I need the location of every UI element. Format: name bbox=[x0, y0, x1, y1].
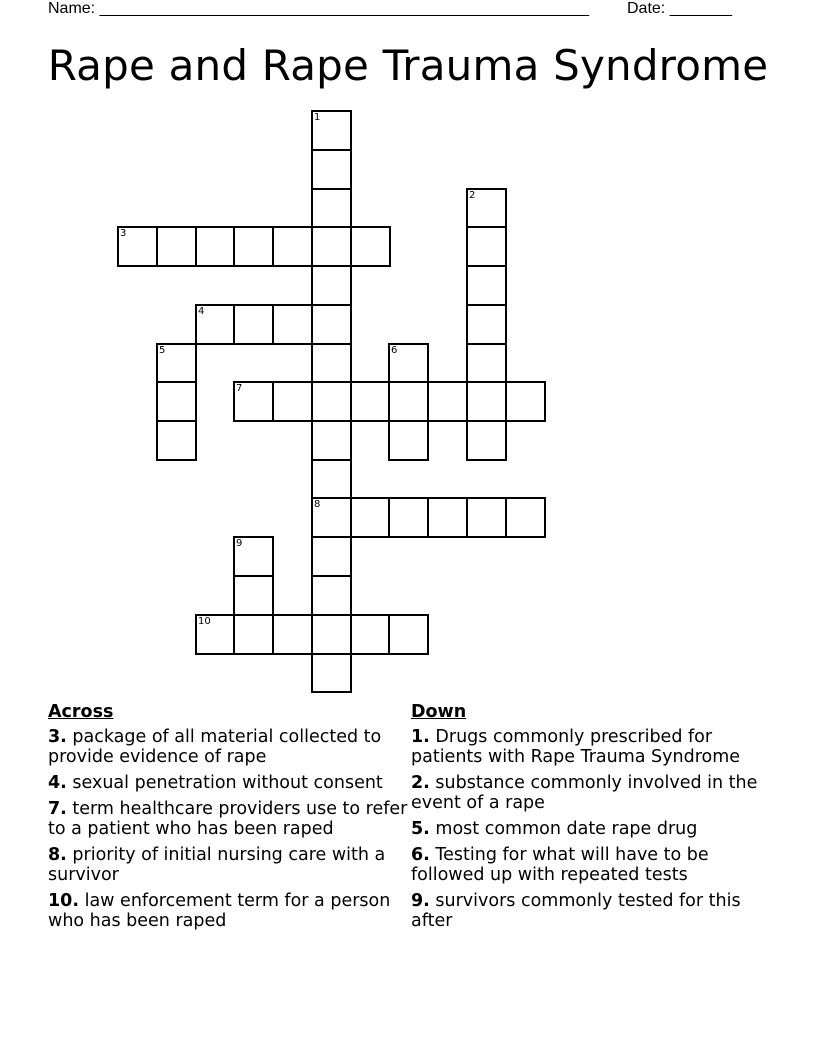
clue-text: priority of initial nursing care with a survivor bbox=[48, 845, 386, 885]
across-heading: Across bbox=[48, 702, 114, 722]
grid-cell[interactable] bbox=[117, 226, 158, 267]
clue-item bbox=[411, 819, 771, 839]
clue-text: law enforcement term for a person who has been raped bbox=[48, 891, 391, 931]
clue-item bbox=[411, 773, 771, 813]
grid-cell[interactable] bbox=[466, 381, 507, 422]
clue-item bbox=[48, 845, 408, 885]
grid-cell[interactable] bbox=[311, 575, 352, 616]
clue-num: 6. bbox=[411, 845, 430, 865]
grid-cell[interactable] bbox=[388, 381, 429, 422]
grid-cell[interactable] bbox=[156, 420, 197, 461]
clue-number: 8 bbox=[314, 499, 321, 510]
clue-item bbox=[48, 773, 408, 793]
clue-num: 9. bbox=[411, 891, 430, 911]
clue-number: 9 bbox=[236, 538, 243, 549]
clue-number: 7 bbox=[236, 383, 243, 394]
grid-cell[interactable] bbox=[466, 304, 507, 345]
grid-cell[interactable] bbox=[466, 188, 507, 229]
clue-number: 4 bbox=[198, 306, 205, 317]
clue-num: 3. bbox=[48, 727, 67, 747]
grid-cell[interactable] bbox=[272, 226, 313, 267]
grid-cell[interactable] bbox=[233, 575, 274, 616]
grid-cell[interactable] bbox=[311, 497, 352, 538]
grid-cell[interactable] bbox=[388, 420, 429, 461]
grid-cell[interactable] bbox=[350, 614, 391, 655]
grid-cell[interactable] bbox=[427, 497, 468, 538]
clue-number: 2 bbox=[469, 190, 476, 201]
clue-number: 5 bbox=[159, 345, 166, 356]
name-field-label: Name: _______________________________________________________ bbox=[48, 0, 589, 17]
grid-cell[interactable] bbox=[466, 497, 507, 538]
grid-cell[interactable] bbox=[195, 614, 236, 655]
grid-cell[interactable] bbox=[388, 614, 429, 655]
clue-item bbox=[48, 799, 408, 839]
grid-cell[interactable] bbox=[311, 265, 352, 306]
grid-cell[interactable] bbox=[311, 304, 352, 345]
grid-cell[interactable] bbox=[195, 304, 236, 345]
grid-cell[interactable] bbox=[311, 226, 352, 267]
clue-number: 1 bbox=[314, 112, 321, 123]
grid-cell[interactable] bbox=[233, 226, 274, 267]
grid-cell[interactable] bbox=[350, 497, 391, 538]
grid-cell[interactable] bbox=[505, 497, 546, 538]
grid-cell[interactable] bbox=[233, 536, 274, 577]
grid-cell[interactable] bbox=[233, 381, 274, 422]
grid-cell[interactable] bbox=[466, 420, 507, 461]
grid-cell[interactable] bbox=[311, 614, 352, 655]
clue-item bbox=[411, 891, 771, 931]
page-title: Rape and Rape Trauma Syndrome bbox=[47, 41, 769, 90]
clue-number: 3 bbox=[120, 228, 127, 239]
grid-cell[interactable] bbox=[156, 343, 197, 384]
grid-cell[interactable] bbox=[388, 497, 429, 538]
clue-text: term healthcare providers use to refer to a patient who has been raped bbox=[48, 799, 408, 839]
clue-item bbox=[48, 891, 408, 931]
clue-num: 1. bbox=[411, 727, 430, 747]
grid-cell[interactable] bbox=[311, 420, 352, 461]
clue-text: survivors commonly tested for this after bbox=[411, 891, 741, 931]
down-clues bbox=[411, 702, 771, 937]
clue-number: 10 bbox=[198, 616, 211, 627]
date-field-label: Date: _______ bbox=[627, 0, 732, 17]
grid-cell[interactable] bbox=[466, 265, 507, 306]
grid-cell[interactable] bbox=[311, 459, 352, 500]
grid-cell[interactable] bbox=[311, 149, 352, 190]
clue-text: package of all material collected to provide evidence of rape bbox=[48, 727, 382, 767]
across-clues bbox=[48, 702, 408, 937]
grid-cell[interactable] bbox=[272, 381, 313, 422]
grid-cell[interactable] bbox=[311, 110, 352, 151]
clue-item bbox=[48, 727, 408, 767]
grid-cell[interactable] bbox=[350, 381, 391, 422]
grid-cell[interactable] bbox=[311, 188, 352, 229]
grid-cell[interactable] bbox=[233, 304, 274, 345]
grid-cell[interactable] bbox=[311, 343, 352, 384]
grid-cell[interactable] bbox=[195, 226, 236, 267]
grid-cell[interactable] bbox=[311, 381, 352, 422]
clue-text: most common date rape drug bbox=[435, 819, 698, 839]
grid-cell[interactable] bbox=[311, 652, 352, 693]
grid-cell[interactable] bbox=[350, 226, 391, 267]
grid-cell[interactable] bbox=[156, 226, 197, 267]
grid-cell[interactable] bbox=[272, 614, 313, 655]
clue-num: 8. bbox=[48, 845, 67, 865]
clue-text: Drugs commonly prescribed for patients with Rape Trauma Syndrome bbox=[411, 727, 741, 767]
grid-cell[interactable] bbox=[505, 381, 546, 422]
grid-cell[interactable] bbox=[388, 343, 429, 384]
down-heading: Down bbox=[411, 702, 467, 722]
clue-num: 4. bbox=[48, 773, 67, 793]
grid-cell[interactable] bbox=[156, 381, 197, 422]
clue-num: 5. bbox=[411, 819, 430, 839]
grid-cell[interactable] bbox=[466, 226, 507, 267]
grid-cell[interactable] bbox=[311, 536, 352, 577]
clue-number: 6 bbox=[391, 345, 398, 356]
clue-num: 7. bbox=[48, 799, 67, 819]
clue-num: 10. bbox=[48, 891, 80, 911]
clue-item bbox=[411, 727, 771, 767]
grid-cell[interactable] bbox=[233, 614, 274, 655]
clue-item bbox=[411, 845, 771, 885]
grid-cell[interactable] bbox=[272, 304, 313, 345]
clue-text: Testing for what will have to be followed up with repeated tests bbox=[411, 845, 709, 885]
grid-cell[interactable] bbox=[427, 381, 468, 422]
clue-text: sexual penetration without consent bbox=[72, 773, 383, 793]
clue-num: 2. bbox=[411, 773, 430, 793]
grid-cell[interactable] bbox=[466, 343, 507, 384]
clue-text: substance commonly involved in the event of a rape bbox=[411, 773, 758, 813]
